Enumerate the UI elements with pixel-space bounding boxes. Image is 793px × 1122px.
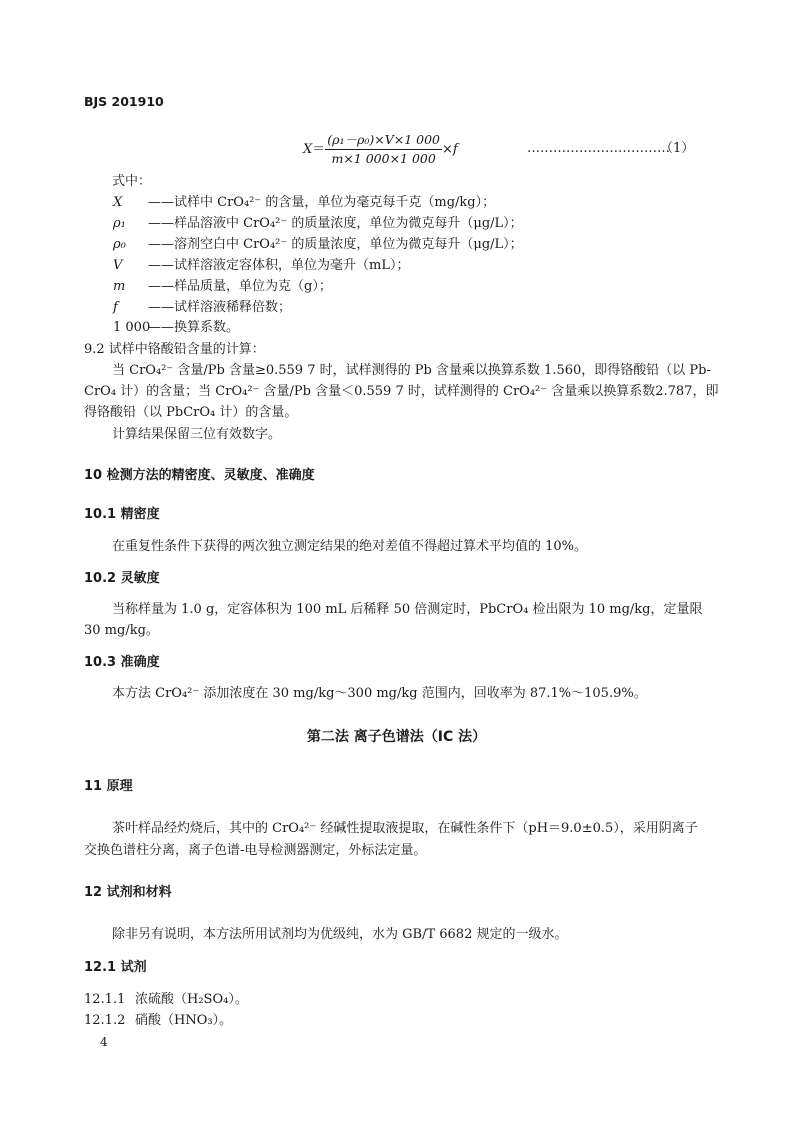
section-12-1-heading: 12.1 试剂 bbox=[84, 960, 147, 975]
variable-symbol: V bbox=[113, 258, 123, 273]
section-9-2-line: CrO₄ 计）的含量；当 CrO₄²⁻ 含量/Pb 含量＜0.559 7 时，试样测得的 CrO₄²⁻ 含量乘以换算系数2.787，即 bbox=[84, 384, 719, 399]
formula-denominator: m×1 000×1 000 bbox=[331, 151, 436, 166]
section-10-2-line: 当称样量为 1.0 g，定容体积为 100 mL 后稀释 50 倍测定时，PbCrO₄ 检出限为 10 mg/kg，定量限 bbox=[112, 602, 703, 617]
formula-numerator: (ρ₁－ρ₀)×V×1 000 bbox=[325, 132, 442, 150]
variable-symbol: 1 000 bbox=[113, 320, 151, 335]
section-12-1-1-number: 12.1.1 bbox=[84, 992, 126, 1007]
variable-symbol: X bbox=[113, 195, 123, 210]
section-11-line: 茶叶样品经灼烧后，其中的 CrO₄²⁻ 经碱性提取液提取，在碱性条件下（pH＝9.0±0.5），采用阴离子 bbox=[112, 821, 698, 836]
formula-multiplier: ×f bbox=[442, 142, 458, 157]
section-12-1-1-text: 浓硫酸（H₂SO₄）。 bbox=[135, 992, 248, 1007]
variable-description: ——试样中 CrO₄²⁻ 的含量，单位为毫克每千克（mg/kg）； bbox=[148, 195, 496, 210]
formula-lhs: X bbox=[303, 142, 313, 157]
variable-symbol: ρ₀ bbox=[113, 237, 126, 252]
section-12-heading: 12 试剂和材料 bbox=[84, 885, 172, 900]
page-number: 4 bbox=[100, 1035, 108, 1049]
formula-leader: …………………………… bbox=[527, 141, 670, 156]
section-11-heading: 11 原理 bbox=[84, 779, 133, 794]
variable-description: ——溶剂空白中 CrO₄²⁻ 的质量浓度，单位为微克每升（μg/L）； bbox=[148, 237, 523, 252]
section-10-1-heading: 10.1 精密度 bbox=[84, 507, 160, 522]
variable-symbol: ρ₁ bbox=[113, 216, 126, 231]
section-10-3-text: 本方法 CrO₄²⁻ 添加浓度在 30 mg/kg～300 mg/kg 范围内，回收率为 87.1%～105.9%。 bbox=[112, 686, 647, 701]
section-10-2-heading: 10.2 灵敏度 bbox=[84, 571, 160, 586]
section-9-2-heading: 9.2 试样中铬酸铅含量的计算： bbox=[84, 342, 265, 357]
section-11-line: 交换色谱柱分离，离子色谱-电导检测器测定，外标法定量。 bbox=[84, 843, 427, 858]
section-10-1-text: 在重复性条件下获得的两次独立测定结果的绝对差值不得超过算术平均值的 10%。 bbox=[112, 539, 588, 554]
formula-fraction bbox=[325, 132, 442, 167]
section-12-1-2-number: 12.1.2 bbox=[84, 1013, 126, 1028]
where-label: 式中： bbox=[112, 174, 152, 189]
section-10-heading: 10 检测方法的精密度、灵敏度、准确度 bbox=[84, 468, 315, 483]
section-9-2-line: 得铬酸铅（以 PbCrO₄ 计）的含量。 bbox=[84, 405, 298, 420]
variable-description: ——试样溶液定容体积，单位为毫升（mL）； bbox=[148, 258, 410, 273]
section-9-2-line: 当 CrO₄²⁻ 含量/Pb 含量≥0.559 7 时，试样测得的 Pb 含量乘以换算系数 1.560，即得铬酸铅（以 Pb- bbox=[112, 363, 711, 378]
section-10-2-line: 30 mg/kg。 bbox=[84, 623, 159, 638]
variable-description: ——换算系数。 bbox=[148, 320, 240, 335]
section-12-1-2-text: 硝酸（HNO₃）。 bbox=[135, 1013, 233, 1028]
formula-number: （1） bbox=[660, 141, 695, 156]
method-2-title: 第二法 离子色谱法（IC 法） bbox=[306, 729, 487, 745]
variable-description: ——样品质量，单位为克（g）； bbox=[148, 279, 332, 294]
variable-symbol: m bbox=[113, 279, 126, 294]
formula-1: X＝ $\frac{\text{(ρ₁－ρ₀)×V×1 000}}{m\times 1 000\times 1 000}$ ×f bbox=[303, 132, 458, 166]
variable-description: ——样品溶液中 CrO₄²⁻ 的质量浓度，单位为微克每升（μg/L）； bbox=[148, 216, 523, 231]
section-9-2-line: 计算结果保留三位有效数字。 bbox=[112, 427, 282, 442]
variable-symbol: f bbox=[113, 300, 118, 315]
section-10-3-heading: 10.3 准确度 bbox=[84, 655, 160, 670]
section-12-text: 除非另有说明，本方法所用试剂均为优级纯，水为 GB/T 6682 规定的一级水。 bbox=[112, 927, 568, 942]
document-code: BJS 201910 bbox=[84, 94, 164, 109]
variable-description: ——试样溶液稀释倍数； bbox=[148, 300, 292, 315]
